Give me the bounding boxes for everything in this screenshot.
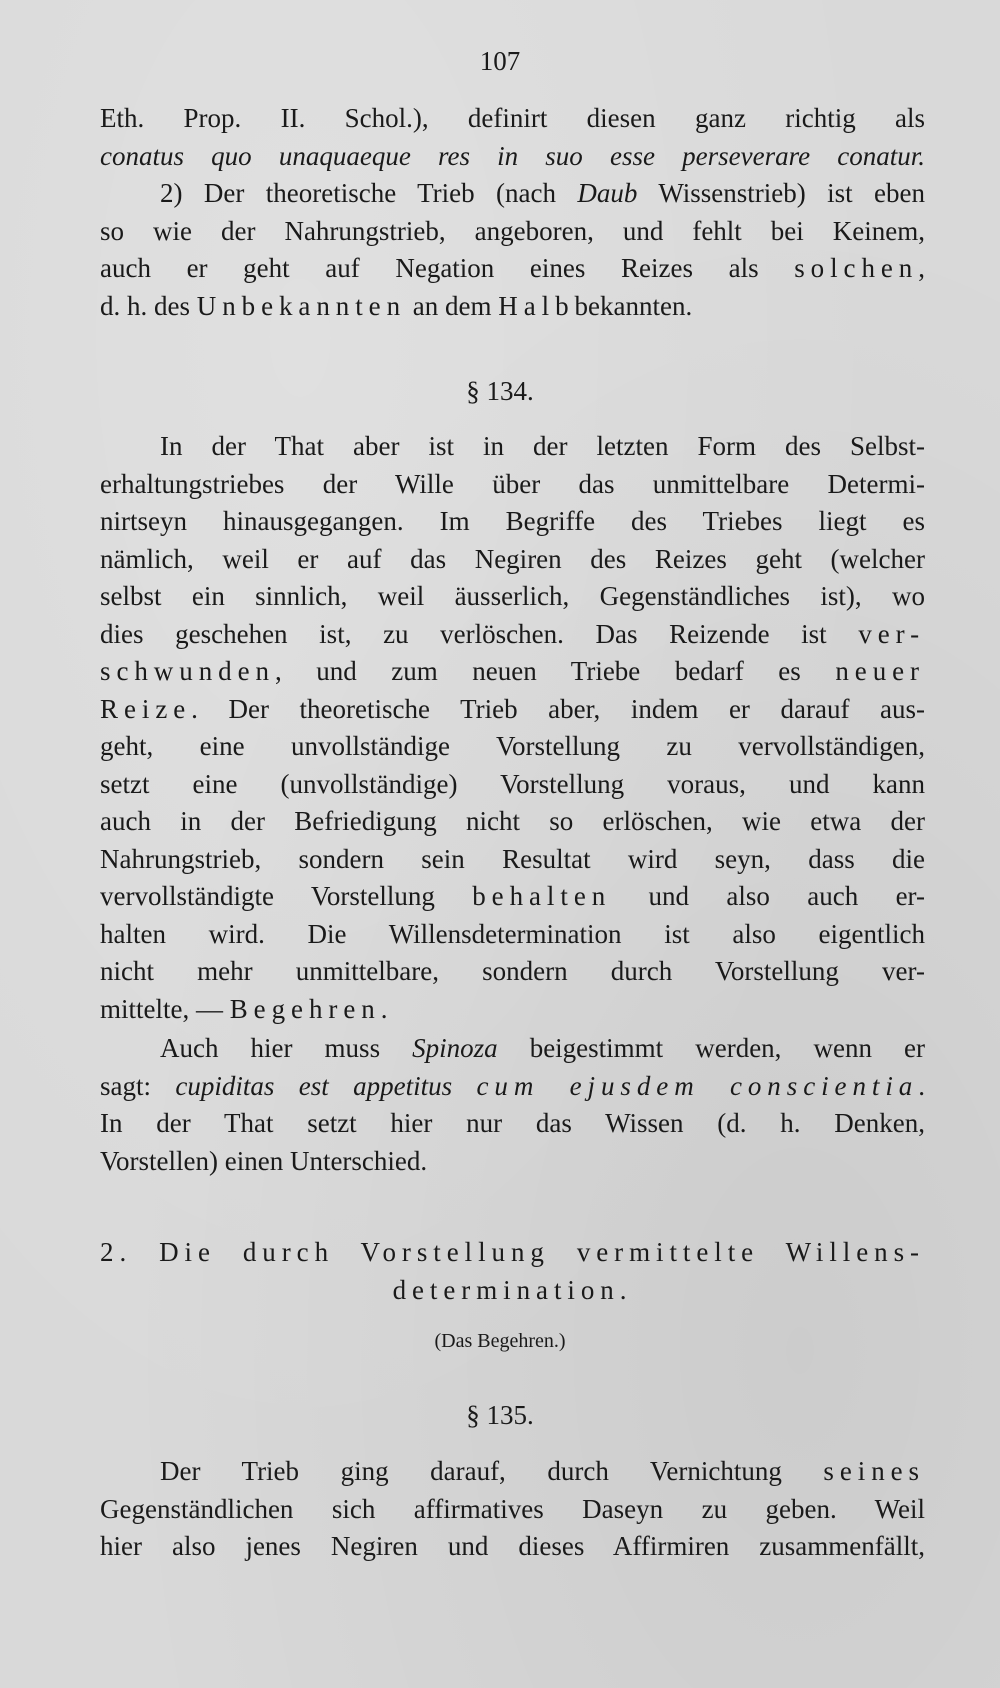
spaced-word: behalten xyxy=(472,881,612,911)
text-line: In der That aber ist in der letzten Form des Selbst- xyxy=(160,431,925,461)
text-line: Gegenständlichen sich affirmatives Daseyn zu geben. Weil xyxy=(100,1493,925,1524)
chapter-subtitle: (Das Begehren.) xyxy=(434,1330,566,1352)
text-run: an dem xyxy=(406,290,499,321)
paragraph-135 xyxy=(100,1453,925,1566)
spaced-word: Halb xyxy=(498,290,575,321)
spaced-word: schwunden xyxy=(100,656,275,686)
text-line: auch in der Befriedigung nicht so erlöschen, wie etwa der xyxy=(100,806,925,836)
text-line xyxy=(100,616,925,654)
spaced-word: Reize xyxy=(100,693,192,724)
text-run: d. h. des xyxy=(100,290,197,321)
latin-quote-spaced: cum ejusdem conscientia xyxy=(476,1070,919,1101)
text-run: Wissenstrieb) ist eben xyxy=(637,178,925,208)
text-line xyxy=(100,175,925,213)
text-line: erhaltungstriebes der Wille über das unmittelbare Determi- xyxy=(100,468,925,499)
text-run: Auch hier muss xyxy=(160,1033,413,1063)
paragraph-spinoza xyxy=(100,1030,925,1180)
text-line xyxy=(100,991,925,1029)
text-run: beigestimmt werden, wenn er xyxy=(497,1033,925,1063)
section-number-135: § 135. xyxy=(466,1400,534,1430)
author-name: Spinoza xyxy=(412,1033,498,1063)
text-run: . Der theoretische Trieb aber, indem er darauf aus- xyxy=(191,693,925,724)
text-line: nicht mehr unmittelbare, sondern durch Vorstellung ver- xyxy=(100,956,925,986)
section-number-134: § 134. xyxy=(466,376,534,406)
text-line xyxy=(100,878,925,916)
text-run: dies geschehen ist, zu verlöschen. Das Reizende ist xyxy=(100,618,859,649)
text-run: sagt: xyxy=(100,1070,176,1101)
spaced-word: neuer xyxy=(835,656,925,686)
text-line: Nahrungstrieb, sondern sein Resultat wird seyn, dass die xyxy=(100,843,925,874)
spaced-word: solchen xyxy=(794,253,919,283)
text-run: 2) Der theoretische Trieb (nach xyxy=(160,178,578,208)
text-line: nirtseyn hinausgegangen. Im Begriffe des Triebes liegt es xyxy=(100,506,925,536)
text-line xyxy=(100,1068,925,1106)
text-run: , xyxy=(918,253,925,283)
text-line: so wie der Nahrungstrieb, angeboren, und fehlt bei Keinem, xyxy=(100,215,925,246)
author-name: Daub xyxy=(577,178,638,208)
latin-quote: conatus quo unaquaeque res in suo esse perseverare conatur. xyxy=(100,140,925,171)
text-line: geht, eine unvollständige Vorstellung zu vervollständigen, xyxy=(100,731,925,761)
text-line: In der That setzt hier nur das Wissen (d. h. Denken, xyxy=(100,1108,925,1138)
heading-line: determination. xyxy=(392,1275,633,1305)
text-run: mittelte, — xyxy=(100,993,230,1024)
text-run: vervollständigte Vorstellung xyxy=(100,881,473,911)
text-line xyxy=(100,138,925,176)
spaced-word: Begehren xyxy=(229,993,381,1024)
text-line: hier also jenes Negiren und dieses Affirmiren zusammenfällt, xyxy=(100,1531,925,1561)
text-run: bekannten. xyxy=(574,290,693,321)
spaced-word: seines xyxy=(823,1456,925,1486)
text-line xyxy=(100,653,925,691)
text-line: Eth. Prop. II. Schol.), definirt diesen ganz richtig als xyxy=(100,103,925,133)
text-run: . xyxy=(380,993,388,1024)
text-line xyxy=(100,1030,925,1068)
heading-line: 2. Die durch Vorstellung vermittelte Willens- xyxy=(100,1237,925,1267)
spaced-word: Unbekannten xyxy=(196,290,407,321)
paragraph-intro xyxy=(100,100,925,325)
page-number: 107 xyxy=(479,46,521,76)
text-run: , und zum neuen Triebe bedarf es xyxy=(274,656,836,686)
text-line xyxy=(100,288,925,326)
paragraph-134 xyxy=(100,428,925,1028)
text-line xyxy=(100,250,925,288)
text-line: halten wird. Die Willensdetermination ist also eigentlich xyxy=(100,918,925,949)
text-run: . xyxy=(918,1070,925,1101)
chapter-heading xyxy=(100,1233,925,1309)
text-line: selbst ein sinnlich, weil äusserlich, Gegenständliches ist), wo xyxy=(100,581,925,611)
text-line: setzt eine (unvollständige) Vorstellung voraus, und kann xyxy=(100,768,925,799)
text-run: und also auch er- xyxy=(611,881,926,911)
latin-quote: cupiditas est appetitus xyxy=(175,1070,477,1101)
text-line: nämlich, weil er auf das Negiren des Reizes geht (welcher xyxy=(100,543,925,574)
spaced-word: ver- xyxy=(858,618,925,649)
text-run: Der Trieb ging darauf, durch Vernichtung xyxy=(160,1456,824,1486)
text-line xyxy=(100,1453,925,1491)
text-line: Vorstellen) einen Unterschied. xyxy=(100,1145,428,1176)
text-run: auch er geht auf Negation eines Reizes als xyxy=(100,253,795,283)
text-line xyxy=(100,691,925,729)
